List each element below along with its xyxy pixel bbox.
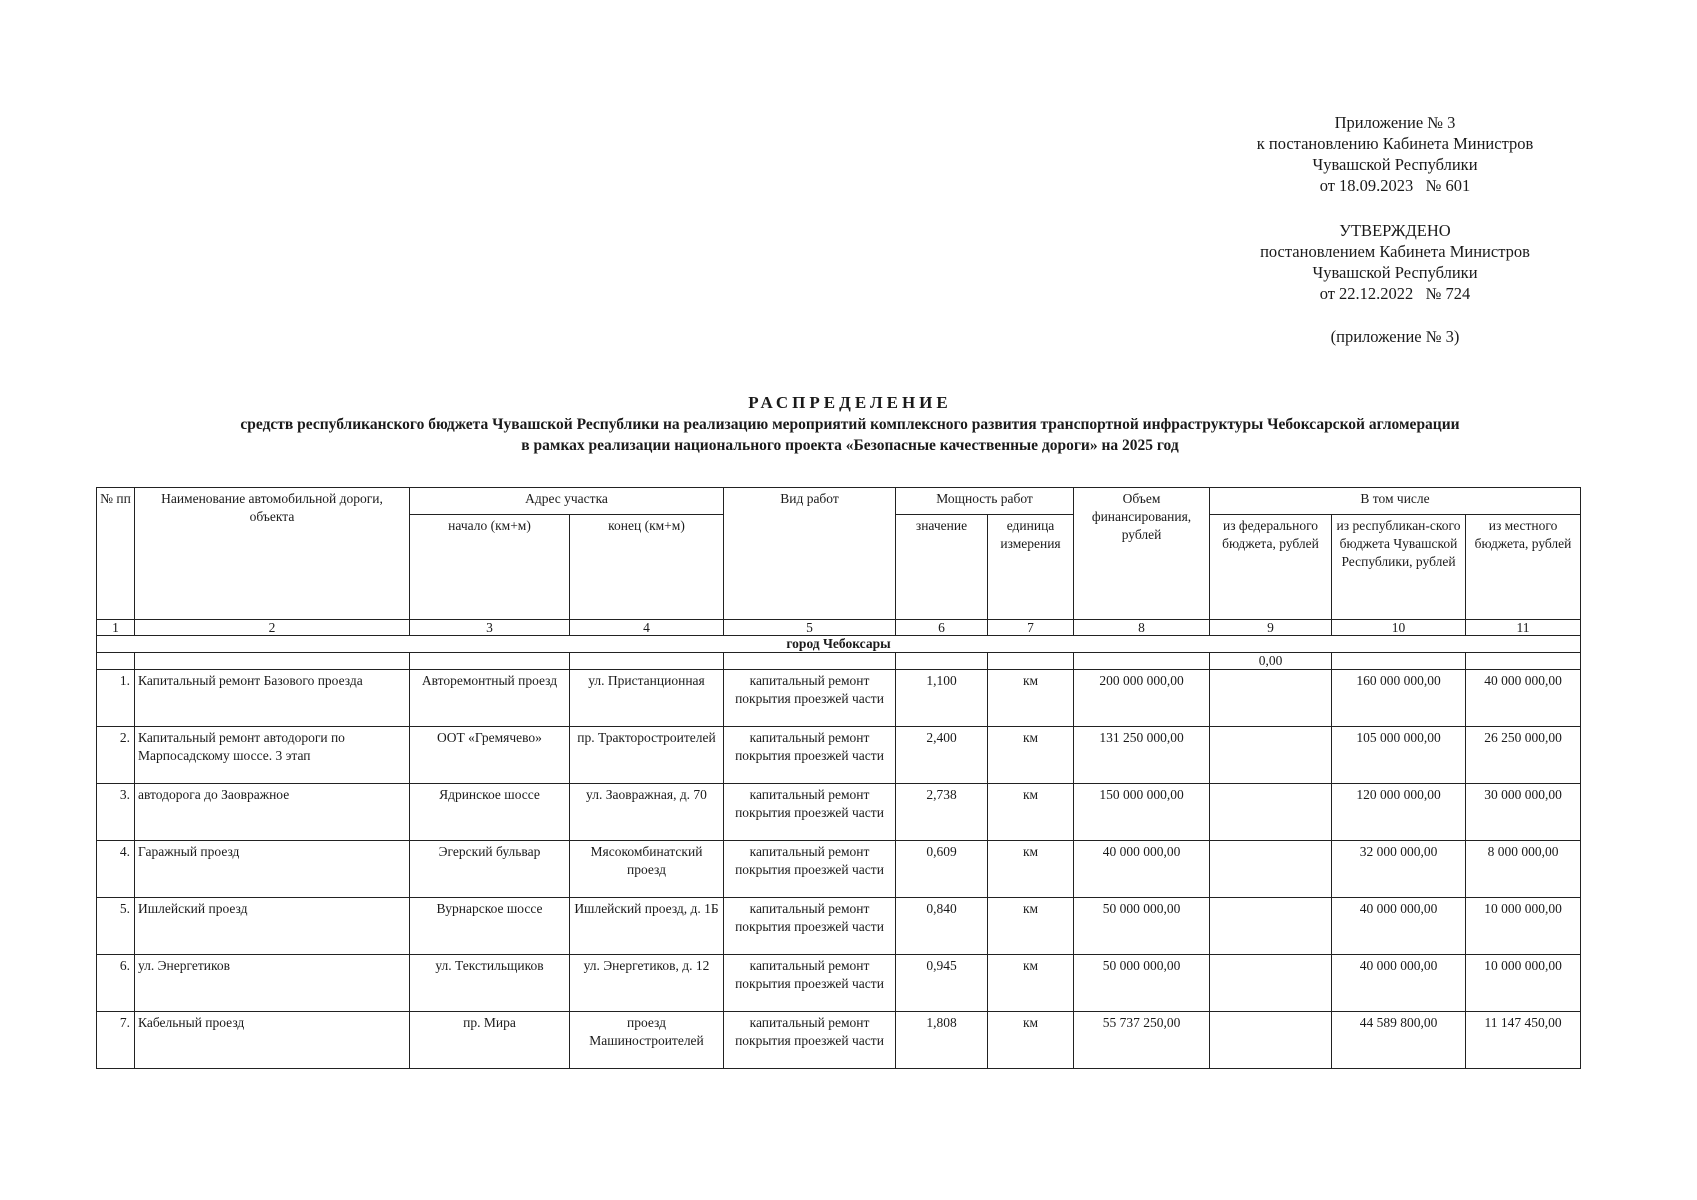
work-type: капитальный ремонт покрытия проезжей части: [724, 841, 896, 898]
row-number: 3.: [97, 784, 135, 841]
funding-republic: 44 589 800,00: [1332, 1012, 1466, 1069]
road-name: Капитальный ремонт автодороги по Марпосадскому шоссе. 3 этап: [135, 727, 410, 784]
table-row: [97, 784, 1581, 841]
col-number: 1: [97, 620, 135, 636]
work-type: капитальный ремонт покрытия проезжей части: [724, 670, 896, 727]
address-start: Вурнарское шоссе: [410, 898, 570, 955]
funding-federal: [1210, 727, 1332, 784]
header-capacity: Мощность работ: [896, 488, 1074, 515]
empty-cell: [135, 653, 410, 670]
capacity-value: 0,609: [896, 841, 988, 898]
table-row: [97, 841, 1581, 898]
empty-cell: [410, 653, 570, 670]
col-number: 10: [1332, 620, 1466, 636]
address-end: проезд Машиностроителей: [570, 1012, 724, 1069]
approved-line-1: УТВЕРЖДЕНО: [1339, 221, 1451, 240]
address-end: пр. Тракторостроителей: [570, 727, 724, 784]
work-type: капитальный ремонт покрытия проезжей части: [724, 1012, 896, 1069]
funding-total: 40 000 000,00: [1074, 841, 1210, 898]
header-republic: из республикан-ского бюджета Чувашской Республики, рублей: [1332, 515, 1466, 620]
header-value: значение: [896, 515, 988, 620]
row-number: 1.: [97, 670, 135, 727]
capacity-unit: км: [988, 1012, 1074, 1069]
header-work-type: Вид работ: [724, 488, 896, 620]
funding-federal: [1210, 670, 1332, 727]
funding-federal: [1210, 1012, 1332, 1069]
title-heading: РАСПРЕДЕЛЕНИЕ: [748, 393, 952, 412]
col-number: 4: [570, 620, 724, 636]
annex-line-4: от 18.09.2023 № 601: [1319, 176, 1471, 195]
work-type: капитальный ремонт покрытия проезжей части: [724, 727, 896, 784]
title-line-1: средств республиканского бюджета Чувашской Республики на реализацию мероприятий комплексного развития транспортной инфраструктуры Чебоксарской агломерации: [240, 416, 1460, 433]
section-title: город Чебоксары: [97, 636, 1581, 653]
empty-cell: [988, 653, 1074, 670]
column-numbers-row: [97, 620, 1581, 636]
approved-line-2: постановлением Кабинета Министров: [1260, 242, 1530, 261]
road-name: ул. Энергетиков: [135, 955, 410, 1012]
road-name: Кабельный проезд: [135, 1012, 410, 1069]
header-address: Адрес участка: [410, 488, 724, 515]
capacity-value: 2,738: [896, 784, 988, 841]
address-start: пр. Мира: [410, 1012, 570, 1069]
col-number: 5: [724, 620, 896, 636]
header-unit: единица измерения: [988, 515, 1074, 620]
row-number: 6.: [97, 955, 135, 1012]
address-start: Эгерский бульвар: [410, 841, 570, 898]
funding-republic: 120 000 000,00: [1332, 784, 1466, 841]
funding-republic: 32 000 000,00: [1332, 841, 1466, 898]
funding-republic: 160 000 000,00: [1332, 670, 1466, 727]
col-number: 11: [1466, 620, 1581, 636]
section-subtotal-row: [97, 653, 1581, 670]
col-number: 7: [988, 620, 1074, 636]
funding-federal: [1210, 784, 1332, 841]
road-name: автодорога до Заовражное: [135, 784, 410, 841]
empty-cell: [896, 653, 988, 670]
title-line-2: в рамках реализации национального проекта «Безопасные качественные дороги» на 2025 год: [521, 437, 1179, 454]
capacity-value: 2,400: [896, 727, 988, 784]
capacity-value: 0,840: [896, 898, 988, 955]
approved-line-3: Чувашской Республики: [1312, 263, 1478, 282]
address-start: ООТ «Гремячево»: [410, 727, 570, 784]
capacity-unit: км: [988, 784, 1074, 841]
annex-line-1: Приложение № 3: [1334, 113, 1456, 132]
table-row: [97, 727, 1581, 784]
funding-local: 30 000 000,00: [1466, 784, 1581, 841]
annex-line-3: Чувашской Республики: [1312, 155, 1478, 174]
funding-total: 131 250 000,00: [1074, 727, 1210, 784]
header-including: В том числе: [1210, 488, 1581, 515]
table-row: [97, 898, 1581, 955]
empty-cell: [570, 653, 724, 670]
annex-stamp: [1230, 112, 1560, 196]
address-end: Мясокомбинатский проезд: [570, 841, 724, 898]
annex-line-2: к постановлению Кабинета Министров: [1256, 134, 1534, 153]
address-end: ул. Заовражная, д. 70: [570, 784, 724, 841]
funding-local: 40 000 000,00: [1466, 670, 1581, 727]
empty-cell: [1466, 653, 1581, 670]
header-row-1: [97, 488, 1581, 515]
funding-local: 10 000 000,00: [1466, 898, 1581, 955]
address-end: Ишлейский проезд, д. 1Б: [570, 898, 724, 955]
capacity-unit: км: [988, 670, 1074, 727]
funding-federal: [1210, 955, 1332, 1012]
address-start: ул. Текстильщиков: [410, 955, 570, 1012]
header-start: начало (км+м): [410, 515, 570, 620]
funding-local: 11 147 450,00: [1466, 1012, 1581, 1069]
address-start: Ядринское шоссе: [410, 784, 570, 841]
col-number: 3: [410, 620, 570, 636]
row-number: 5.: [97, 898, 135, 955]
funding-total: 50 000 000,00: [1074, 898, 1210, 955]
funding-local: 10 000 000,00: [1466, 955, 1581, 1012]
table-row: [97, 670, 1581, 727]
table-row: [97, 1012, 1581, 1069]
address-start: Авторемонтный проезд: [410, 670, 570, 727]
annex-reference: [1290, 326, 1500, 347]
capacity-unit: км: [988, 727, 1074, 784]
section-row: [97, 636, 1581, 653]
capacity-value: 0,945: [896, 955, 988, 1012]
capacity-unit: км: [988, 898, 1074, 955]
capacity-unit: км: [988, 955, 1074, 1012]
header-local: из местного бюджета, рублей: [1466, 515, 1581, 620]
funding-total: 150 000 000,00: [1074, 784, 1210, 841]
header-name: Наименование автомобильной дороги, объекта: [135, 488, 410, 620]
col-number: 2: [135, 620, 410, 636]
capacity-unit: км: [988, 841, 1074, 898]
capacity-value: 1,100: [896, 670, 988, 727]
empty-cell: [1332, 653, 1466, 670]
col-number: 6: [896, 620, 988, 636]
annex-reference-text: (приложение № 3): [1330, 327, 1460, 346]
funding-local: 8 000 000,00: [1466, 841, 1581, 898]
header-federal: из федерального бюджета, рублей: [1210, 515, 1332, 620]
row-number: 4.: [97, 841, 135, 898]
road-name: Ишлейский проезд: [135, 898, 410, 955]
road-name: Капитальный ремонт Базового проезда: [135, 670, 410, 727]
funding-republic: 40 000 000,00: [1332, 898, 1466, 955]
table-row: [97, 955, 1581, 1012]
work-type: капитальный ремонт покрытия проезжей части: [724, 955, 896, 1012]
funding-federal: [1210, 898, 1332, 955]
road-name: Гаражный проезд: [135, 841, 410, 898]
approved-stamp: [1230, 220, 1560, 304]
header-end: конец (км+м): [570, 515, 724, 620]
capacity-value: 1,808: [896, 1012, 988, 1069]
header-num: № пп: [97, 488, 135, 620]
section-federal-total: 0,00: [1210, 653, 1332, 670]
empty-cell: [724, 653, 896, 670]
funding-total: 55 737 250,00: [1074, 1012, 1210, 1069]
funding-republic: 105 000 000,00: [1332, 727, 1466, 784]
funding-local: 26 250 000,00: [1466, 727, 1581, 784]
document-title: [100, 392, 1600, 456]
work-type: капитальный ремонт покрытия проезжей части: [724, 898, 896, 955]
header-funding: Объем финансирования, рублей: [1074, 488, 1210, 620]
funding-total: 50 000 000,00: [1074, 955, 1210, 1012]
address-end: ул. Пристанционная: [570, 670, 724, 727]
empty-cell: [97, 653, 135, 670]
empty-cell: [1074, 653, 1210, 670]
approved-line-4: от 22.12.2022 № 724: [1319, 284, 1471, 303]
funding-federal: [1210, 841, 1332, 898]
funding-republic: 40 000 000,00: [1332, 955, 1466, 1012]
distribution-table: [96, 487, 1581, 1069]
col-number: 8: [1074, 620, 1210, 636]
address-end: ул. Энергетиков, д. 12: [570, 955, 724, 1012]
row-number: 2.: [97, 727, 135, 784]
row-number: 7.: [97, 1012, 135, 1069]
col-number: 9: [1210, 620, 1332, 636]
work-type: капитальный ремонт покрытия проезжей части: [724, 784, 896, 841]
funding-total: 200 000 000,00: [1074, 670, 1210, 727]
